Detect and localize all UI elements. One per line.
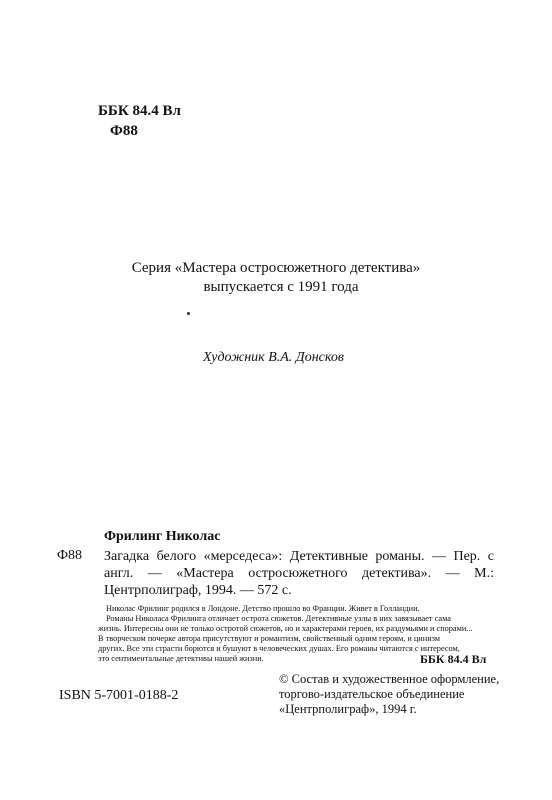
copyright-line-1: © Состав и художественное оформление, (279, 672, 500, 686)
annotation-line: В творческом почерке автора присутствуют и романтизм, свойственный одним героям, и цинизм (98, 634, 441, 643)
annotation-line: это сентиментальные детективы нашей жизни. (98, 654, 264, 663)
bbk-bottom: ББК 84.4 Вл (420, 652, 487, 666)
series-line-1: Серия «Мастера остросюжетного детектива» (131, 260, 421, 276)
series-line-2: выпускается с 1991 года (203, 279, 359, 295)
author-sign: Ф88 (110, 123, 138, 139)
catalog-description: Загадка белого «мерседеса»: Детективные романы. — Пер. с англ. — «Мастера остросюжетного детектива». — М.: Центрполиграф, 1994. — 572 с. (104, 549, 494, 598)
catalog-code: Ф88 (57, 548, 83, 563)
copyright (279, 672, 499, 717)
series-info (0, 259, 552, 297)
annotation-line: Николас Фрилинг родился в Лондоне. Детство прошло во Франции. Живет в Голландии. (106, 604, 420, 613)
bbk-header (98, 101, 181, 141)
annotation-line: жизнь. Интересны они не только остротой сюжетов, но и характерами героев, их раздумьями и спорами... (98, 624, 473, 633)
artist-credit: Художник В.А. Донсков (203, 350, 344, 365)
print-speck (187, 312, 190, 315)
catalog-author: Фрилинг Николас (104, 529, 221, 544)
copyright-line-3: «Центрполиграф», 1994 г. (279, 702, 417, 716)
annotation-line: Романы Николаса Фрилинга отличает острота сюжетов. Детективные узлы в них завязывает сама (106, 614, 451, 623)
annotation-line: других. Все эти страсти борются и бушуют в человеческих душах. Его романы читаются с интересом, (98, 644, 460, 653)
bbk-code: ББК 84.4 Вл (98, 103, 181, 119)
isbn: ISBN 5-7001-0188-2 (59, 688, 179, 703)
copyright-line-2: торгово-издательское объединение (279, 687, 465, 701)
